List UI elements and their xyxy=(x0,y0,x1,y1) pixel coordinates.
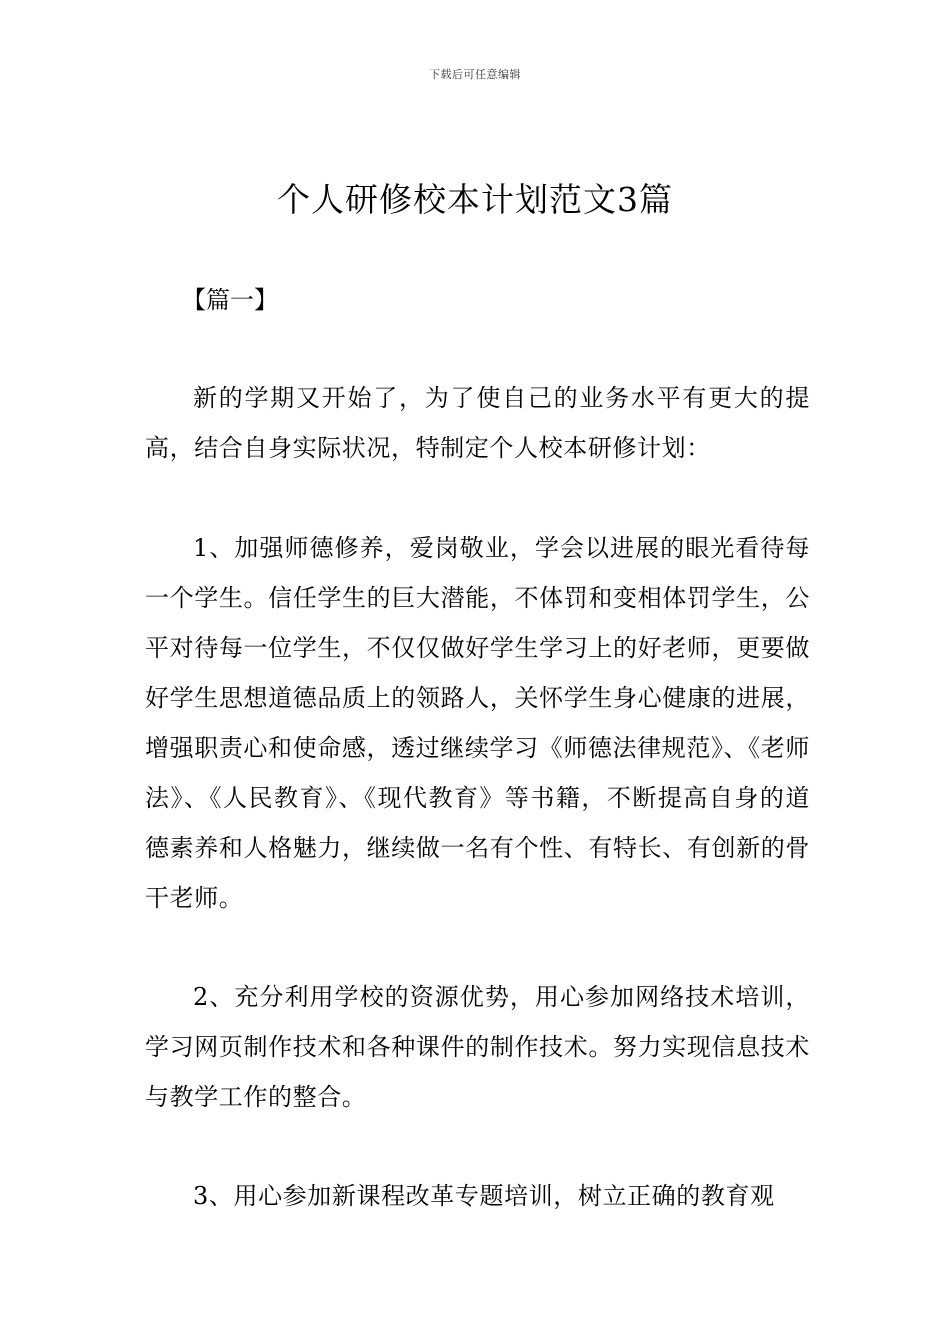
document-title: 个人研修校本计划范文3篇 xyxy=(277,180,673,219)
paragraph-item-2: 2、充分利用学校的资源优势，用心参加网络技术培训，学习网页制作技术和各种课件的制作技术。努力实现信息技术与教学工作的整合。 xyxy=(145,983,810,1111)
paragraph-intro: 新的学期又开始了，为了使自己的业务水平有更大的提高，结合自身实际状况，特制定个人校本研修计划： xyxy=(145,384,810,462)
paragraph-item-3: 3、用心参加新课程改革专题培训，树立正确的教育观 xyxy=(193,1182,775,1210)
header-note: 下载后可任意编辑 xyxy=(429,68,521,81)
paragraph-item-1: 1、加强师德修养，爱岗敬业，学会以进展的眼光看待每一个学生。信任学生的巨大潜能，不体罚和变相体罚学生，公平对待每一位学生，不仅仅做好学生学习上的好老师，更要做好学生思想道德品质上的领路人，关怀学生身心健康的进展，增强职责心和使命感，透过继续学习《师德法律规范》、《老师法》、《人民教育》、《现代教育》等书籍，不断提高自身的道德素养和人格魅力，继续做一名有个性、有特长、有创新的骨干老师。 xyxy=(145,534,810,912)
section-label: 【篇一】 xyxy=(182,286,278,314)
